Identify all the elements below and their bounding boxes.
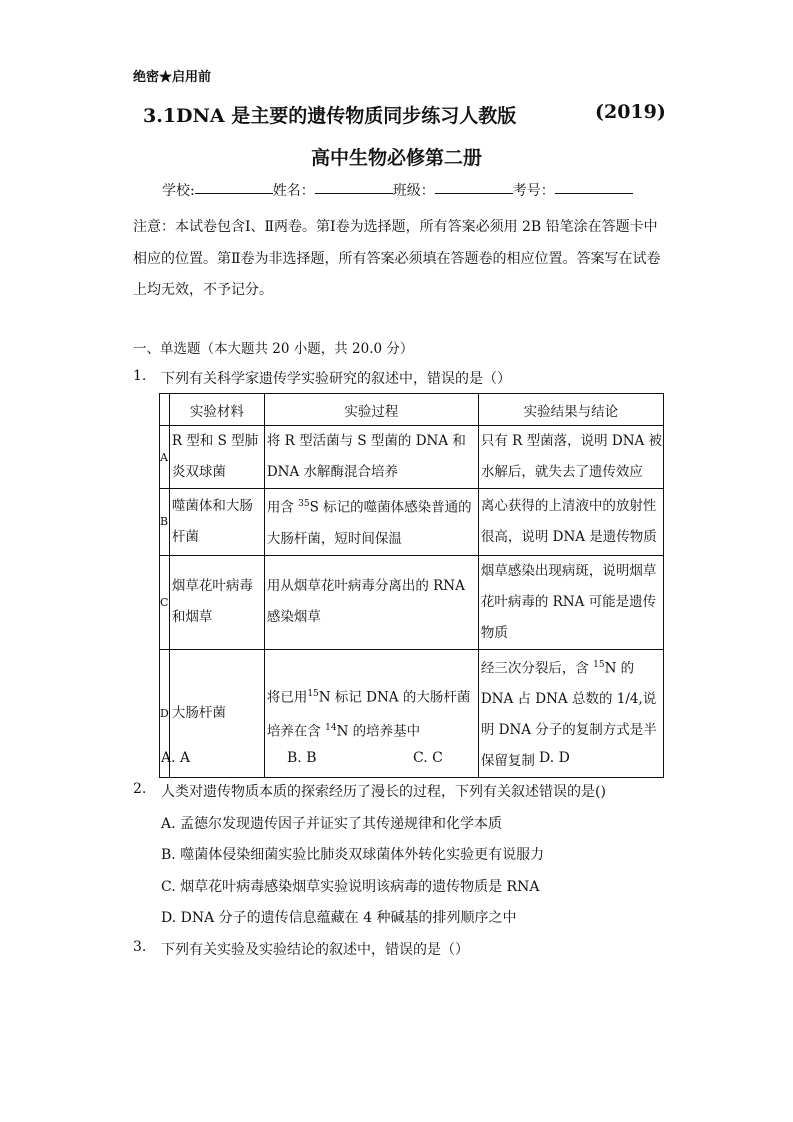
cell-process: 用从烟草花叶病毒分离出的 RNA 感染烟草 xyxy=(264,555,478,649)
cell-result: 经三次分裂后，含 $^{15}$N 的 DNA 占 DNA 总数的 1/4,说明 DNA 分子的复制方式是半保留复制 xyxy=(478,649,663,778)
q2-option-b[interactable]: B. 噬菌体侵染细菌实验比肺炎双球菌体外转化实验更有说服力 xyxy=(161,847,545,863)
q1-number: 1. xyxy=(133,368,147,384)
q1-option-d[interactable]: D. D xyxy=(539,750,570,766)
table-row xyxy=(160,555,664,649)
doc-title: 3.1DNA 是主要的遗传物质同步练习人教版 xyxy=(143,105,517,127)
q2-number: 2. xyxy=(133,781,147,797)
row-label: A xyxy=(160,426,170,489)
cell-material: R 型和 S 型肺炎双球菌 xyxy=(169,426,264,489)
row-label: D xyxy=(160,649,170,778)
table-row xyxy=(160,649,664,778)
q2-option-c[interactable]: C. 烟草花叶病毒感染烟草实验说明该病毒的遗传物质是 RNA xyxy=(161,879,540,895)
table-row xyxy=(160,489,664,556)
class-blank[interactable] xyxy=(435,180,513,194)
cell-result: 只有 R 型菌落，说明 DNA 被水解后，就失去了遗传效应 xyxy=(478,426,663,489)
name-blank[interactable] xyxy=(315,180,393,194)
number-label: 考号： xyxy=(512,183,555,199)
cell-material: 噬菌体和大肠杆菌 xyxy=(169,489,264,556)
name-label: 姓名： xyxy=(272,183,315,199)
q2-stem: 人类对遗传物质本质的探索经历了漫长的过程，下列有关叙述错误的是() xyxy=(161,784,606,800)
q3-number: 3. xyxy=(133,939,147,955)
doc-title-year: (2019) xyxy=(595,101,666,123)
student-info-row xyxy=(162,180,633,200)
q2-option-d[interactable]: D. DNA 分子的遗传信息蕴藏在 4 种碱基的排列顺序之中 xyxy=(161,910,517,926)
cell-result: 离心获得的上清液中的放射性很高，说明 DNA 是遗传物质 xyxy=(478,489,663,556)
q2-option-a[interactable]: A. 孟德尔发现遗传因子并证实了其传递规律和化学本质 xyxy=(161,816,503,832)
cell-process: 将 R 型活菌与 S 型菌的 DNA 和 DNA 水解酶混合培养 xyxy=(264,426,478,489)
q1-option-b[interactable]: B. B xyxy=(287,750,317,766)
cell-result: 烟草感染出现病斑，说明烟草花叶病毒的 RNA 可能是遗传物质 xyxy=(478,555,663,649)
notice-text: 注意：本试卷包含Ⅰ、Ⅱ两卷。第Ⅰ卷为选择题，所有答案必须用 2B 铅笔涂在答题卡中相应的位置。第Ⅱ卷为非选择题，所有答案必须填在答题卷的相应位置。答案写在试卷上均无效，不予记分。 xyxy=(133,219,661,298)
q1-stem: 下列有关科学家遗传学实验研究的叙述中，错误的是（） xyxy=(161,371,511,387)
q3-stem: 下列有关实验及实验结论的叙述中，错误的是（） xyxy=(161,942,469,958)
row-label: B xyxy=(160,489,170,556)
secret-label: 绝密★启用前 xyxy=(133,70,212,85)
q1-option-a[interactable]: A. A xyxy=(161,750,191,766)
cell-material: 烟草花叶病毒和烟草 xyxy=(169,555,264,649)
school-label: 学校: xyxy=(162,183,195,199)
q1-option-c[interactable]: C. C xyxy=(413,750,443,766)
school-blank[interactable] xyxy=(195,180,273,194)
number-blank[interactable] xyxy=(555,180,633,194)
table-header-row xyxy=(160,394,664,426)
cell-process: 用含 $^{35}$S 标记的噬菌体感染普通的大肠杆菌，短时间保温 xyxy=(264,489,478,556)
class-label: 班级： xyxy=(392,183,435,199)
section-title: 一、单选题（本大题共 20 小题，共 20.0 分） xyxy=(133,341,414,357)
cell-material: 大肠杆菌 xyxy=(169,649,264,778)
row-label: C xyxy=(160,555,170,649)
doc-subtitle: 高中生物必修第二册 xyxy=(310,147,482,169)
cell-process: 将已用$^{15}$N 标记 DNA 的大肠杆菌培养在含 $^{14}$N 的培养基中 xyxy=(264,649,478,778)
table-row xyxy=(160,426,664,489)
header-process: 实验过程 xyxy=(264,394,478,426)
experiment-table xyxy=(159,393,664,778)
header-material: 实验材料 xyxy=(169,394,264,426)
header-result: 实验结果与结论 xyxy=(478,394,663,426)
